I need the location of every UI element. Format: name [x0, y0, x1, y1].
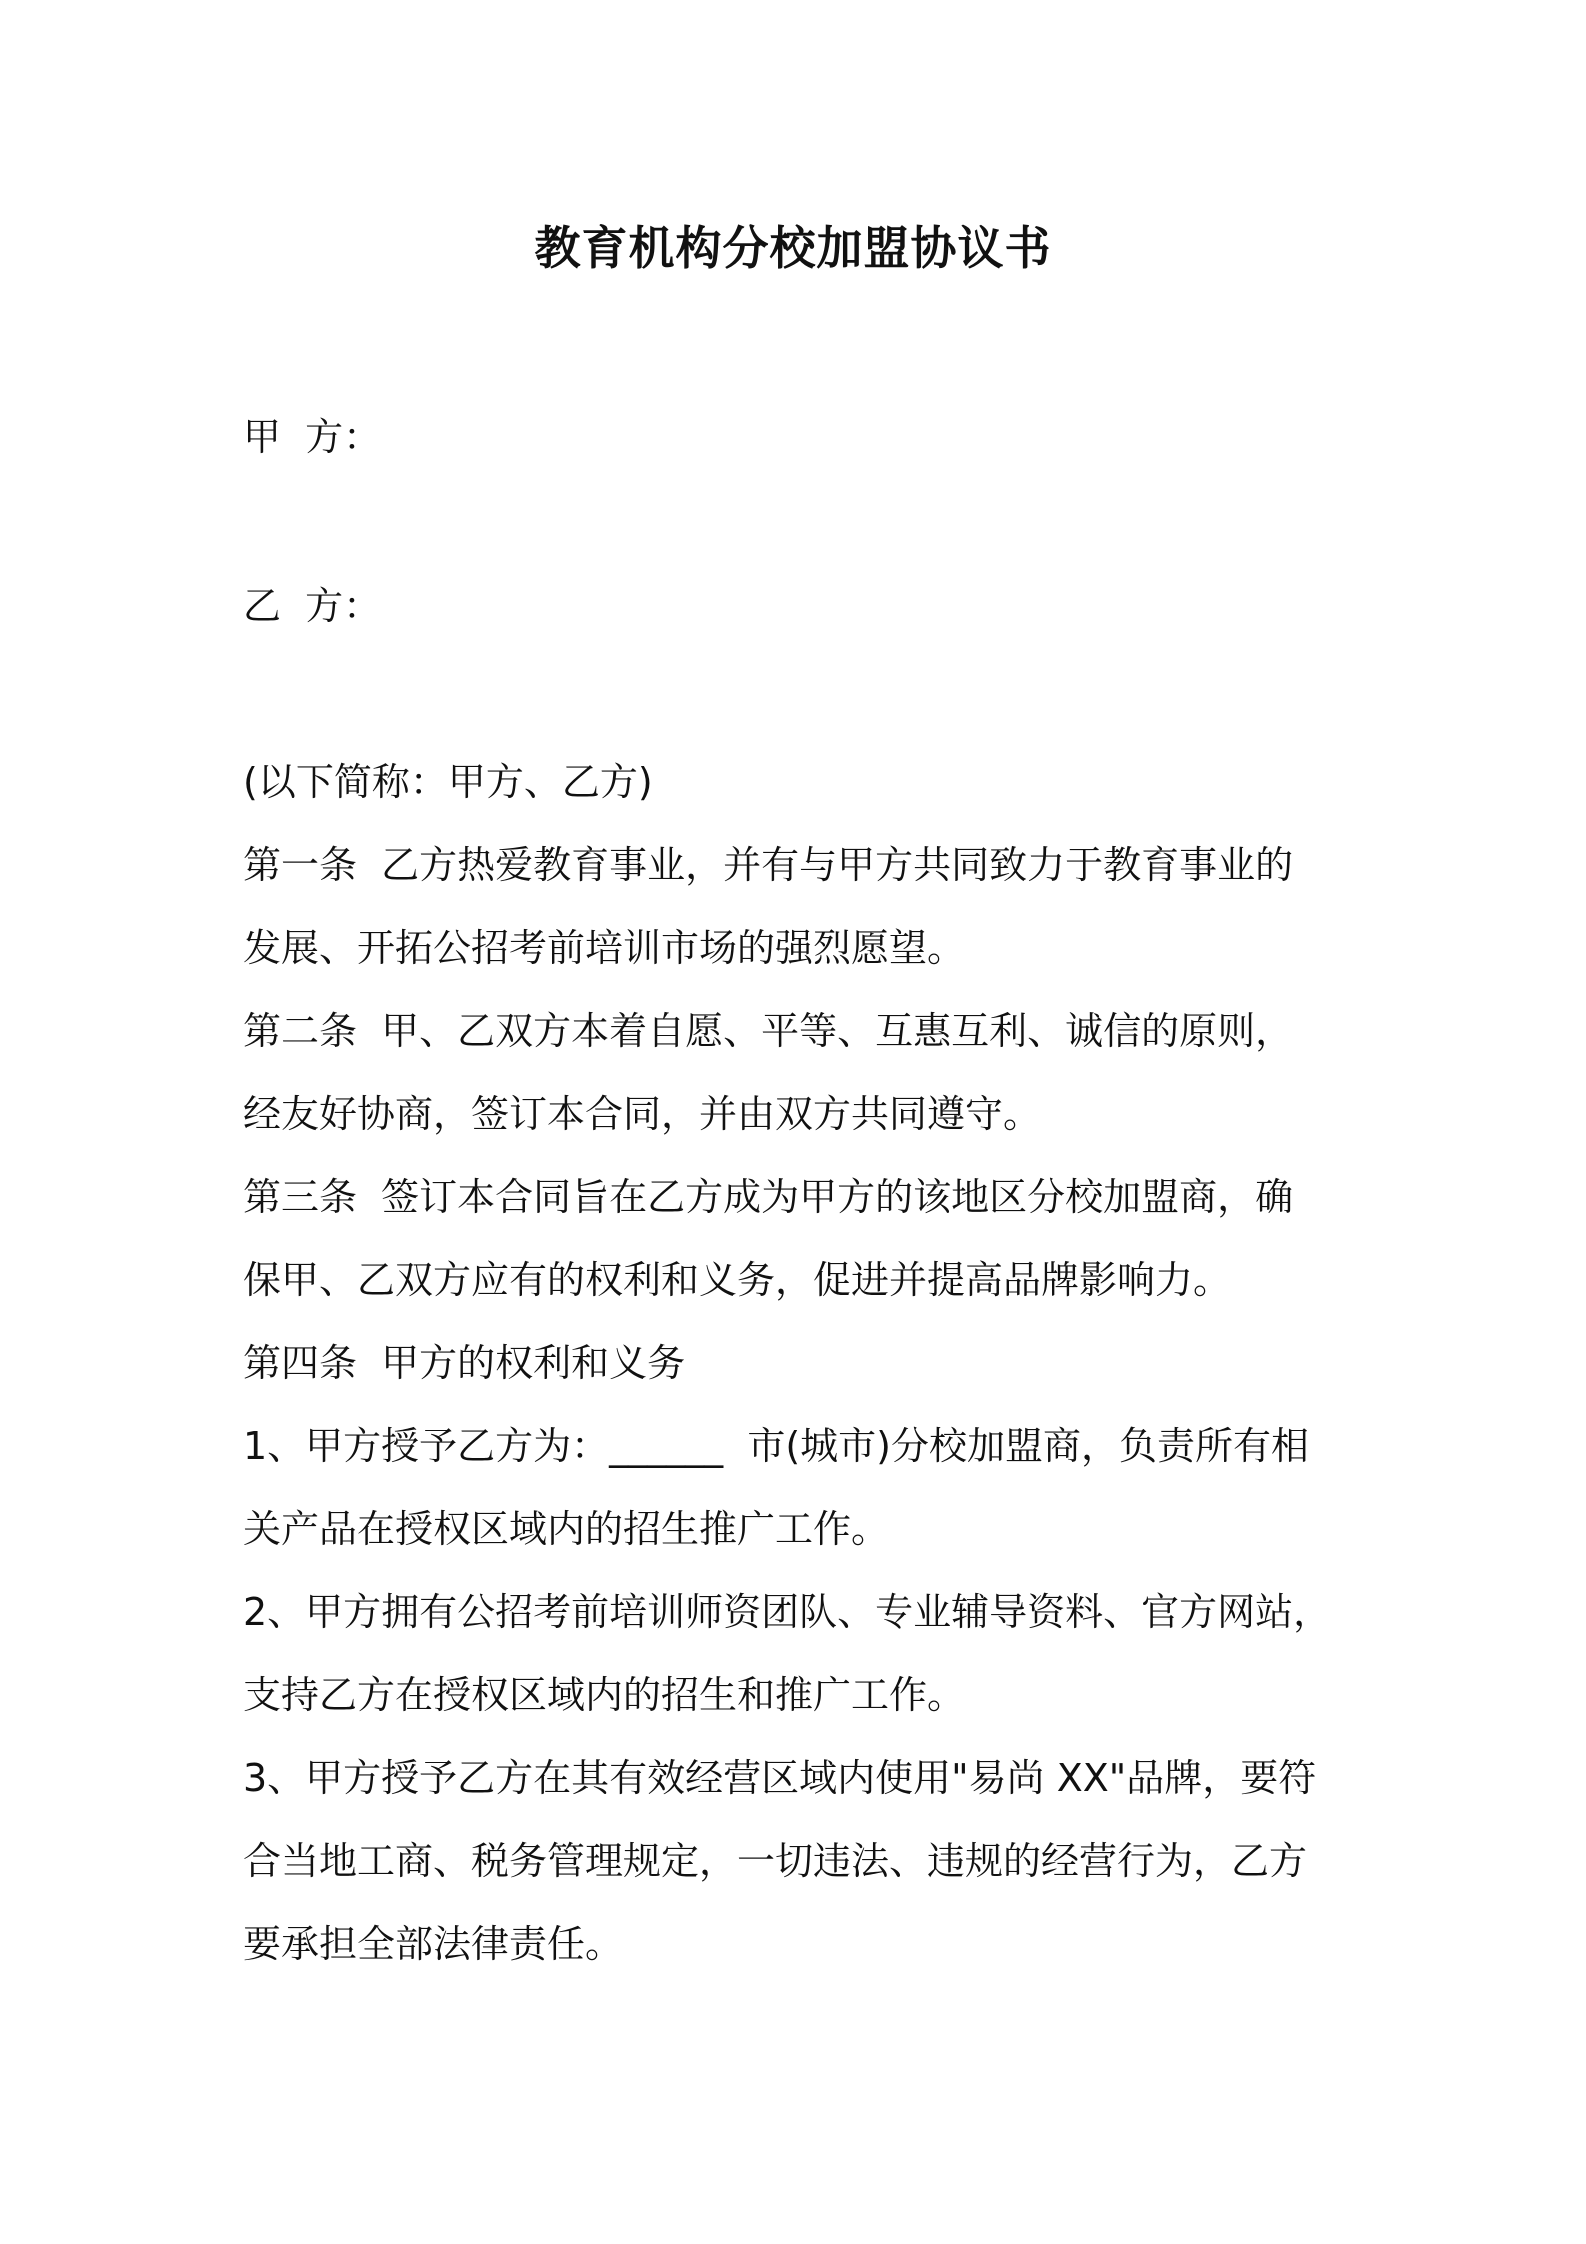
article-4-heading: 第四条 甲方的权利和义务: [243, 1341, 686, 1385]
article-1-line-1: 第一条 乙方热爱教育事业，并有与甲方共同致力于教育事业的: [243, 843, 1294, 887]
article-1-line-2: 发展、开拓公招考前培训市场的强烈愿望。: [243, 926, 966, 970]
article-2-line-2: 经友好协商，签订本合同，并由双方共同遵守。: [243, 1092, 1042, 1136]
clause-3-line-3: 要承担全部法律责任。: [243, 1922, 624, 1966]
article-2-line-1: 第二条 甲、乙双方本着自愿、平等、互惠互利、诚信的原则，: [243, 1009, 1294, 1053]
clause-1-line-2: 关产品在授权区域内的招生推广工作。: [243, 1507, 890, 1551]
clause-3-line-2: 合当地工商、税务管理规定，一切违法、违规的经营行为，乙方: [243, 1839, 1308, 1883]
document-title: 教育机构分校加盟协议书: [534, 221, 1052, 275]
article-3-line-1: 第三条 签订本合同旨在乙方成为甲方的该地区分校加盟商，确: [243, 1175, 1294, 1219]
party-b-label: 乙 方：: [243, 584, 382, 628]
clause-3-line-1: 3、甲方授予乙方在其有效经营区域内使用"易尚 XX"品牌，要符: [243, 1756, 1317, 1800]
party-a-label: 甲 方：: [243, 415, 382, 459]
clause-2-line-2: 支持乙方在授权区域内的招生和推广工作。: [243, 1673, 966, 1717]
agreement-body: [243, 741, 1373, 1986]
abbreviation-note: (以下简称：甲方、乙方): [243, 760, 653, 804]
clause-1-line-1: 1、甲方授予乙方为：______ 市(城市)分校加盟商，负责所有相: [243, 1424, 1309, 1468]
clause-2-line-1: 2、甲方拥有公招考前培训师资团队、专业辅导资料、官方网站，: [243, 1590, 1332, 1634]
article-3-line-2: 保甲、乙双方应有的权利和义务，促进并提高品牌影响力。: [243, 1258, 1232, 1302]
